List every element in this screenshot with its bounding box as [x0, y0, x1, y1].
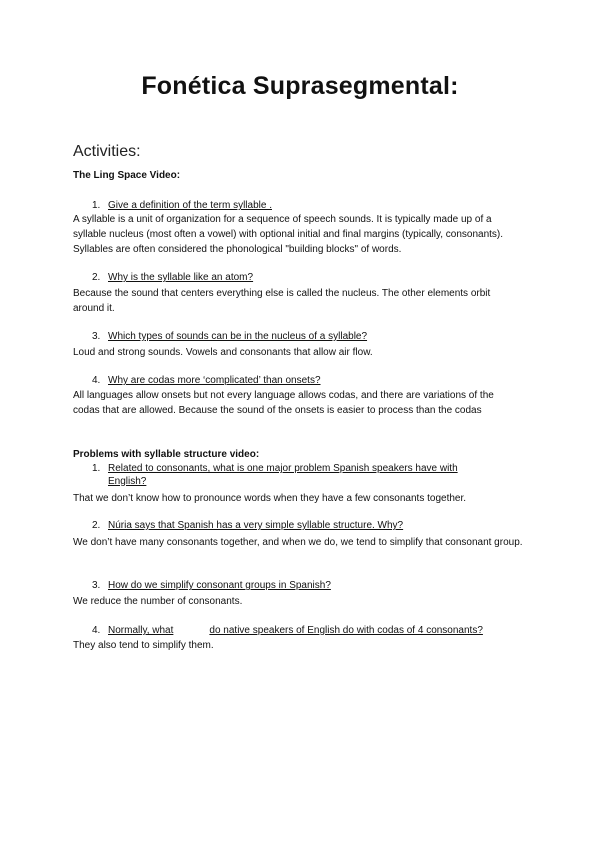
question-text: Why is the syllable like an atom? [108, 272, 254, 283]
question-2-1 [92, 463, 532, 488]
question-2-2 [92, 520, 532, 533]
question-text: Related to consonants, what is one major problem Spanish speakers have with [108, 463, 458, 474]
question-text: Give a definition of the term syllable . [108, 200, 272, 211]
question-1-3 [92, 331, 532, 344]
answer-1-2: Because the sound that centers everything else is called the nucleus. The other elements orbit around it. [73, 288, 491, 314]
answer-2-2: We don’t have many consonants together, and when we do, we tend to simplify that consonant group. [73, 537, 523, 548]
question-1-1 [92, 200, 532, 213]
question-1-2 [92, 272, 532, 285]
answer-1-1: A syllable is a unit of organization for a sequence of speech sounds. It is typically made up of a syllable nucleus (most often a vowel) with optional initial and final margins (typically, consonants). Syllables are often considered the phonological "building blocks" of words. [73, 214, 504, 255]
activities-heading: Activities: [73, 143, 141, 160]
question-1-4 [92, 375, 532, 388]
question-number: 2. [92, 272, 101, 283]
answer-2-3: We reduce the number of consonants. [73, 596, 243, 607]
question-text: How do we simplify consonant groups in Spanish? [108, 580, 331, 591]
question-number: 3. [92, 580, 101, 591]
question-number: 1. [92, 463, 101, 474]
question-2-3 [92, 580, 532, 593]
question-2-4 [92, 625, 532, 638]
question-text: Why are codas more ‘complicated’ than onsets? [108, 375, 321, 386]
question-number: 4. [92, 625, 101, 636]
section-heading-ling-space: The Ling Space Video: [73, 170, 181, 181]
question-text: Núria says that Spanish has a very simple syllable structure. Why? [108, 520, 404, 531]
answer-2-1: That we don’t know how to pronounce words when they have a few consonants together. [73, 493, 467, 504]
question-number: 2. [92, 520, 101, 531]
question-text: Which types of sounds can be in the nucleus of a syllable? [108, 331, 368, 342]
page-title: Fonética Suprasegmental: [141, 72, 459, 100]
question-text: Normally, what [108, 625, 174, 636]
answer-1-4: All languages allow onsets but not every language allows codas, and there are variations of the codas that are allowed. Because the sound of the onsets is easier to process than the codas [73, 390, 494, 416]
question-number: 1. [92, 200, 101, 211]
section-heading-syllable-structure: Problems with syllable structure video: [73, 449, 260, 460]
answer-2-4: They also tend to simplify them. [73, 640, 214, 651]
question-number: 4. [92, 375, 101, 386]
question-text-continued: English? [108, 475, 147, 487]
question-text-continued: do native speakers of English do with codas of 4 consonants? [209, 625, 483, 636]
answer-1-3: Loud and strong sounds. Vowels and consonants that allow air flow. [73, 347, 373, 358]
question-number: 3. [92, 331, 101, 342]
